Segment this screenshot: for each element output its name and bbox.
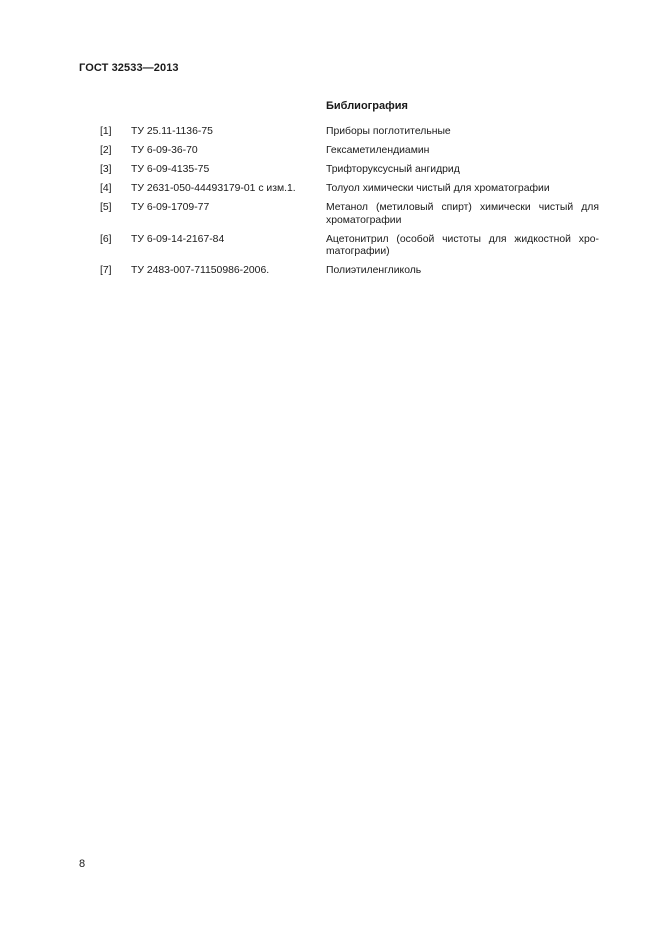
entry-number: [2]: [100, 145, 112, 156]
entry-document-code: ТУ 6-09-1709-77: [131, 202, 210, 213]
bibliography-entry-6: [0, 234, 661, 259]
entry-number: [3]: [100, 164, 112, 175]
entry-document-code: ТУ 6-09-14-2167-84: [131, 233, 225, 245]
document-standard-id: ГОСТ 32533—2013: [79, 62, 179, 74]
entry-title: Толуол химически чистый для хроматографии: [326, 183, 550, 194]
entry-title: Ацетонитрил (особой чистоты для жидкостной хроmатографии): [326, 233, 599, 257]
entry-title: Метанол (метиловый спирт) химически чистый для хроматографии: [326, 202, 599, 226]
bibliography-title: Библиография: [326, 100, 408, 112]
bibliography-entry-4: [0, 183, 661, 196]
bibliography-list: [0, 126, 661, 284]
bibliography-entry-2: [0, 145, 661, 158]
entry-title: Трифторуксусный ангидрид: [326, 164, 460, 175]
bibliography-entry-1: [0, 126, 661, 139]
entry-number: [5]: [100, 202, 112, 213]
bibliography-entry-5: [0, 202, 661, 227]
bibliography-entry-3: [0, 164, 661, 177]
entry-document-code: ТУ 6-09-36-70: [131, 145, 198, 156]
entry-title: Полиэтиленгликоль: [326, 265, 422, 276]
entry-title: Гексаметилендиамин: [326, 145, 430, 156]
entry-document-code: ТУ 2483-007-71150986-2006.: [131, 265, 270, 276]
entry-title: Приборы поглотительные: [326, 126, 451, 137]
entry-document-code: ТУ 6-09-4135-75: [131, 164, 210, 175]
entry-number: [7]: [100, 265, 112, 276]
entry-document-code: ТУ 25.11-1136-75: [131, 126, 213, 137]
entry-number: [1]: [100, 126, 112, 137]
bibliography-entry-7: [0, 265, 661, 278]
entry-number: [6]: [100, 233, 112, 245]
entry-number: [4]: [100, 183, 112, 194]
page-number: 8: [79, 858, 86, 870]
entry-document-code: ТУ 2631-050-44493179-01 с изм.1.: [131, 183, 296, 194]
